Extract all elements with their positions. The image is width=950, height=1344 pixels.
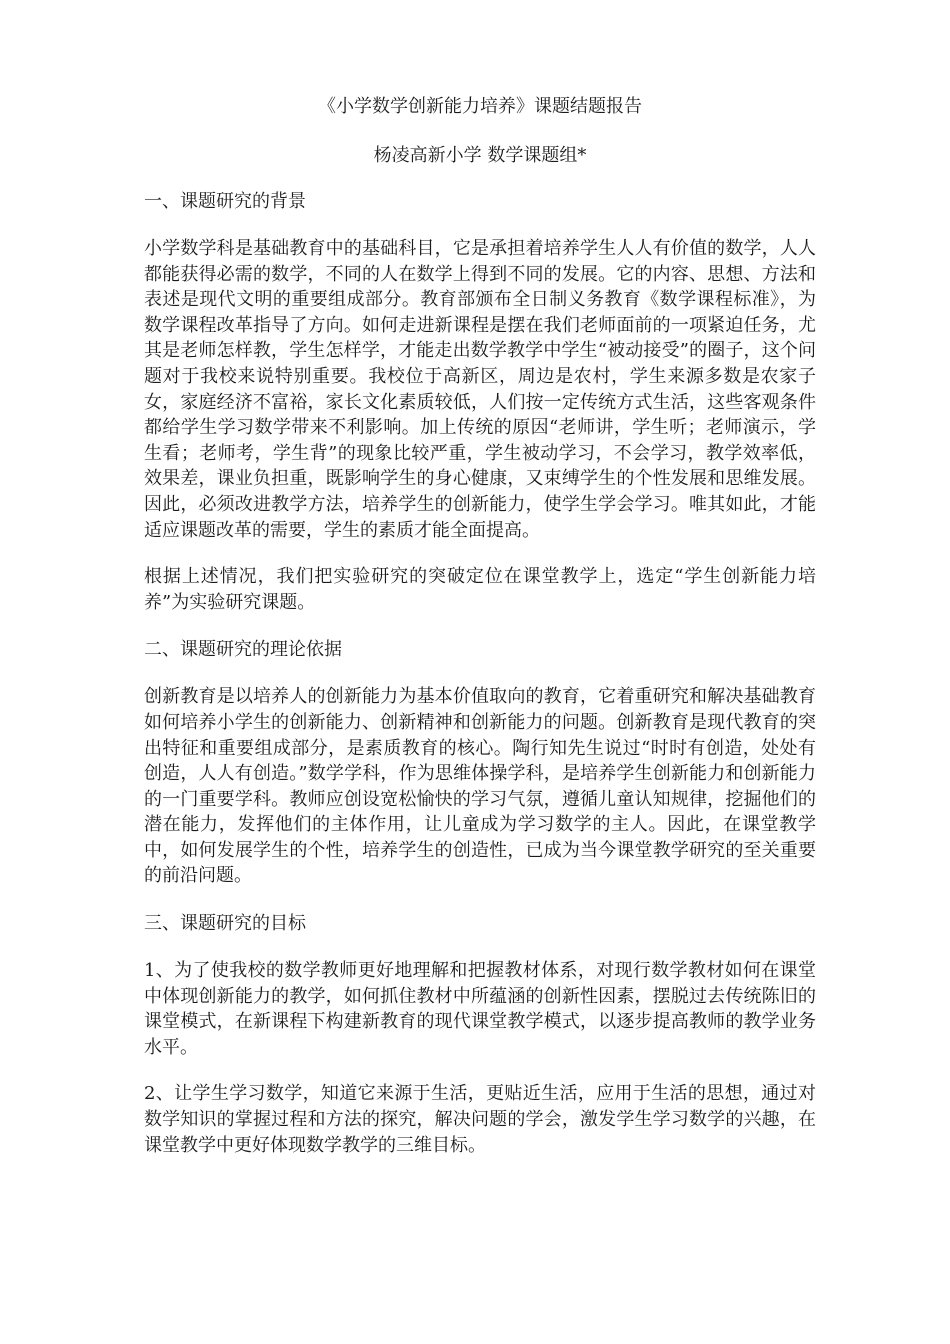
- paragraph: 2、让学生学习数学，知道它来源于生活，更贴近生活，应用于生活的思想，通过对数学知识的掌握过程和方法的探究，解决问题的学会，激发学生学习数学的兴趣，在课堂教学中更好体现数学教学的三维目标。: [144, 1083, 816, 1156]
- paragraph: 小学数学科是基础教育中的基础科目，它是承担着培养学生人人有价值的数学，人人都能获得必需的数学，不同的人在数学上得到不同的发展。它的内容、思想、方法和表述是现代文明的重要组成部分。教育部颁布全日制义务教育《数学课程标准》，为数学课程改革指导了方向。如何走进新课程是摆在我们老师面前的一项紧迫任务，尤其是老师怎样教，学生怎样学，才能走出数学教学中学生“被动接受”的圈子，这个问题对于我校来说特别重要。我校位于高新区，周边是农村，学生来源多数是农家子女，家庭经济不富裕，家长文化素质较低，人们按一定传统方式生活，这些客观条件都给学生学习数学带来不利影响。加上传统的原因“老师讲，学生听；老师演示，学生看；老师考，学生背”的现象比较严重，学生被动学习，不会学习，教学效率低，效果差，课业负担重，既影响学生的身心健康，又束缚学生的个性发展和思维发展。因此，必须改进教学方法，培养学生的创新能力，使学生学会学习。唯其如此，才能适应课题改革的需要，学生的素质才能全面提高。: [144, 238, 816, 541]
- document-title: 《小学数学创新能力培养》课题结题报告: [318, 96, 642, 117]
- document-body: [144, 93, 816, 1179]
- section-heading-goals: 三、课题研究的目标: [144, 913, 306, 935]
- section-heading-theory: 二、课题研究的理论依据: [144, 639, 342, 661]
- paragraph: 根据上述情况，我们把实验研究的突破定位在课堂教学上，选定“学生创新能力培养”为实验研究课题。: [144, 566, 816, 613]
- paragraph: 1、为了使我校的数学教师更好地理解和把握教材体系，对现行数学教材如何在课堂中体现创新能力的教学，如何抓住教材中所蕴涵的创新性因素，摆脱过去传统陈旧的课堂模式，在新课程下构建新教育的现代课堂教学模式，以逐步提高教师的教学业务水平。: [144, 960, 816, 1058]
- document-author: 杨凌高新小学 数学课题组*: [373, 145, 587, 166]
- section-heading-background: 一、课题研究的背景: [144, 191, 306, 212]
- paragraph: 创新教育是以培养人的创新能力为基本价值取向的教育，它着重研究和解决基础教育如何培养小学生的创新能力、创新精神和创新能力的问题。创新教育是现代教育的突出特征和重要组成部分，是素质教育的核心。陶行知先生说过“时时有创造，处处有创造，人人有创造。”数学学科，作为思维体操学科，是培养学生创新能力和创新能力的一门重要学科。教师应创设宽松愉快的学习气氛，遵循儿童认知规律，挖掘他们的潜在能力，发挥他们的主体作用，让儿童成为学习数学的主人。因此，在课堂教学中，如何发展学生的个性，培养学生的创造性，已成为当今课堂教学研究的至关重要的前沿问题。: [144, 686, 816, 887]
